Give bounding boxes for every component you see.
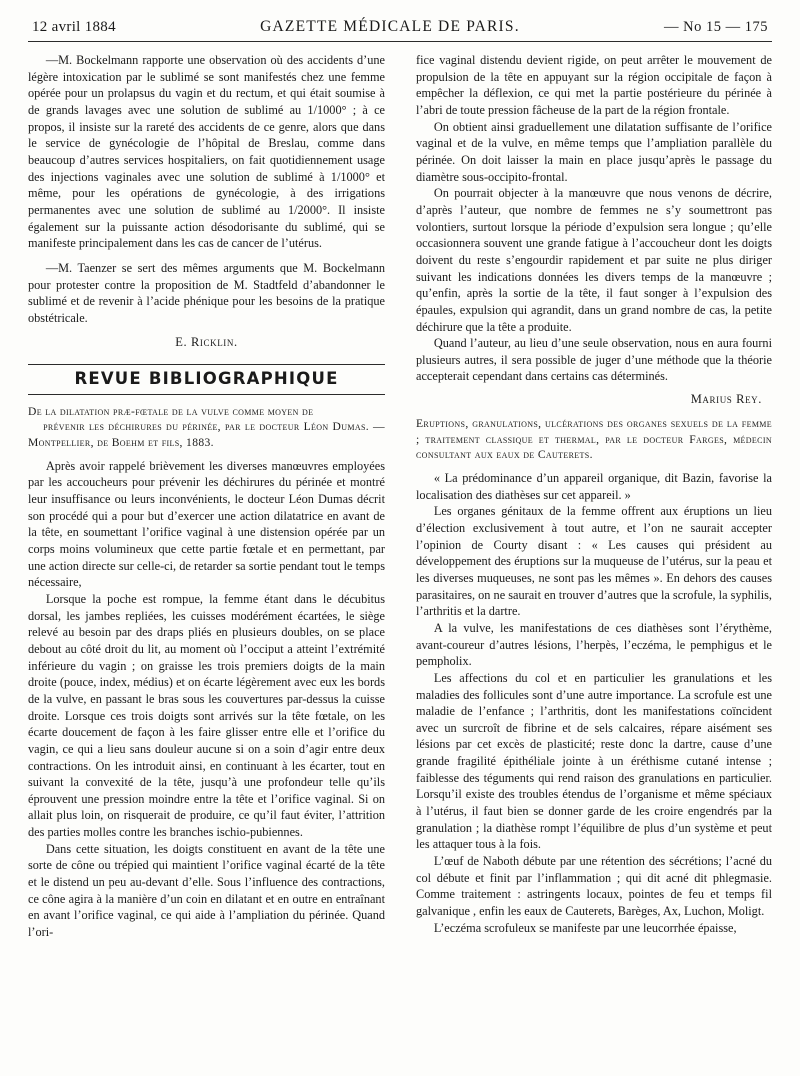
issue-folio: — No 15 — 175: [664, 19, 768, 35]
paragraph: —M. Taenzer se sert des mêmes arguments que M. Bockelmann pour protester contre la proposition de M. Stadtfeld d’abandonner le sublimé et de revenir à l’acide phénique pour les besoins de la pratique obstétricale.: [28, 260, 385, 325]
left-column: [28, 52, 400, 1052]
paragraph: Quand l’auteur, au lieu d’une seule observation, nous en aura fourni plusieurs autres, il sera possible de juger d’une méthode que la théorie accepterait cependant dans certains cas déterminés.: [416, 336, 772, 384]
journal-title: GAZETTE MÉDICALE DE PARIS.: [260, 18, 520, 35]
paragraph: On pourrait objecter à la manœuvre que nous venons de décrire, d’après l’auteur, que nombre de femmes ne s’y soumettront pas volontiers, surtout lorsque la période d’expulsion sera longue ; qu’elle occasionnera souvent une grande fatigue à l’accoucheur dont les doigts doivent du reste s’engourdir rapidement et par suite ne plus diriger suivant les indications données les divers temps de la manœuvre ; qu’enfin, après la sortie de la tête, il faut songer à l’expulsion des épaules, expulsion qui agrandit, dans un grand nombre de cas, la petite déchirure que la tête a produite.: [416, 186, 772, 334]
heading-rule-bottom: [28, 394, 385, 395]
paragraph: Lorsque la poche est rompue, la femme étant dans le décubitus dorsal, les jambes repliées, les cuisses modérément écartées, le siège relevé au besoin par des draps pliés en plusieurs doubles, on se place debout au côté droit du lit, au moment où l’occiput a atteint l’extrémité inférieure du vagin ; on graisse les trois premiers doigts de la main droite (pouce, index, médius) et on écarte légèrement avec eux les bords de la vulve, en passant le bras sous les couvertures par-dessus la cuisse droite. Lorsque ces trois doigts sont arrivés sur la tête fœtale, on les écarte doucement de façon à les faire glisser entre elle et l’orifice du vagin, ce qui a lieu sans douleur aucune si on a soin d’agir entre deux contractions. On les introduit ainsi, en continuant à les écarter, tout en suivant la convexité de la tête, jusqu’à une profondeur telle qu’ils éprouvent une pression moindre entre la tête et l’orifice vaginal. Si on allait plus loin, on risquerait de produire, ce qu’il faut éviter, l’attrition des parties molles contre les branches ischio-pubiennes.: [28, 591, 385, 840]
masthead-divider: [28, 41, 772, 42]
article-title: [28, 404, 385, 451]
paragraph: Les organes génitaux de la femme offrent aux éruptions un lieu d’élection exclusivement à tout autre, et l’on ne saurait accepter l’opinion de Courty disant : « Les causes qui président au développement des éruptions sur la muqueuse de l’utérus, sur la peau et les diverses muqueuses, ne sont pas les mêmes ». En dehors des causes parasitaires, on ne saurait en trouver d’autres que la scrofule, la syphilis, l’arthritis et la dartre.: [416, 504, 772, 619]
article-title: Eruptions, granulations, ulcérations des organes sexuels de la femme ; traitement classique et thermal, par le docteur Farges, médecin consultant aux eaux de Cauterets.: [416, 417, 772, 462]
heading-rule-top: [28, 364, 385, 365]
section-heading: REVUE BIBLIOGRAPHIQUE: [74, 369, 339, 389]
paragraph: A la vulve, les manifestations de ces diathèses sont l’érythème, avant-coureur d’autres lésions, l’herpès, l’eczéma, le pemphigus et le pempholix.: [416, 620, 772, 669]
two-column-body: [28, 52, 772, 1052]
paragraph: Dans cette situation, les doigts constituent en avant de la tête une sorte de cône ou trépied qui maintient l’orifice vaginal écarté de la tête et le distend un peu au-devant d’elle. Sous l’influence des contractions, ce cône agira à la manière d’un coin en dilatant et en outre en entraînant en avant l’orifice vaginal, ce qui aide à l’ampliation du périnée. Quand l’ori-: [28, 841, 385, 940]
article-title-line2: prévenir les déchirures du périnée, par le docteur Léon Dumas. — Montpellier, de Boehm et fils, 1883.: [28, 420, 385, 450]
issue-date: 12 avril 1884: [32, 19, 116, 35]
paragraph: —M. Bockelmann rapporte une observation où des accidents d’une légère intoxication par le sublimé se sont manifestés chez une femme opérée pour un prolapsus du vagin et du rectum, et qui était soumise à de grands lavages avec une solution de sublimé au 1/1000° ; à ce propos, il insiste sur la rareté des accidents de ce genre, alors que dans le service de gynécologie de l’hôpital de Breslau, comme dans beaucoup d’autres services hospitaliers, on fait quotidiennement usage des injections vaginales avec une solution de sublimé à 1/1000° et même, pour les opérations de gynécologie, à des irrigations permanentes avec une solution de sublimé au 1/2000°. Il insiste également sur la puissante action désodorisante du sublimé, qui se manifeste principalement dans les cas de cancer de l’utérus.: [28, 53, 385, 251]
section-heading-block: [28, 364, 385, 394]
paragraph: L’eczéma scrofuleux se manifeste par une leucorrhée épaisse,: [433, 920, 737, 935]
paragraph: On obtient ainsi graduellement une dilatation suffisante de l’orifice vaginal et de la vulve, en même temps que l’ampliation parallèle du périnée. On doit laisser la main en place jusqu’après le passage du diamètre sous-occipito-frontal.: [416, 119, 772, 184]
article-signature: E. Ricklin.: [175, 334, 238, 349]
paragraph: Les affections du col et en particulier les granulations et les maladies des follicules sont d’une autre importance. La scrofule est une maladie de l’enfance ; l’arthritis, dont les manifestations coïncident avec un surcroît de fibrine et de sels calcaires, répare aisément ses lésions par cet excès de plasticité; reste donc la dartre, cause d’une grande fragilité épithéliale jointe à un éréthisme cutané intense ; faiblesse des téguments qui rend raison des granulations en particulier. Lorsqu’il existe des troubles étendus de l’organisme et même spéciaux à l’utérus, il faut bien se donner garde de les croire engendrés par la granulation ; la diathèse rompt l’équilibre de plus d’un système et peut les attaquer tous à la fois.: [416, 670, 772, 852]
paragraph: fice vaginal distendu devient rigide, on peut arrêter le mouvement de propulsion de la tête en appuyant sur la région occipitale de façon à empêcher la déflexion, ce qui met la partie postérieure du périnée à l’abri de toute pression fâcheuse de la part de la région frontale.: [416, 53, 772, 117]
paragraph: L’œuf de Naboth débute par une rétention des sécrétions; l’acné du col débute et finit par l’inflammation ; qui dit acné dit phlegmasie. Comme traitement : astringents locaux, pointes de feu et temps fil galvanique , enfin les eaux de Cauterets, Barèges, Ax, Luchon, Moligt.: [416, 854, 772, 919]
paragraph: « La prédominance d’un appareil organique, dit Bazin, favorise la localisation des diathèses sur cet appareil. »: [416, 470, 772, 502]
article-title-line1: De la dilatation præ-fœtale de la vulve comme moyen de: [28, 404, 314, 418]
article-signature: Marius Rey.: [690, 392, 762, 407]
paragraph: Après avoir rappelé brièvement les diverses manœuvres employées par les accoucheurs pour prévenir les déchirures du périnée et montré leur insuffisance ou leurs inconvénients, le docteur Léon Dumas décrit son procédé qui a pour but d’exercer une action dilatatrice en avant de la tête, en soumettant l’orifice vaginal à une distension opérée par un corps moins volumineux que cette partie fœtale et en permettant, par une action directe sur celle-ci, de retarder sa sortie pendant tout le temps nécessaire,: [28, 458, 385, 590]
right-column: [400, 52, 772, 1052]
masthead: [28, 18, 772, 39]
